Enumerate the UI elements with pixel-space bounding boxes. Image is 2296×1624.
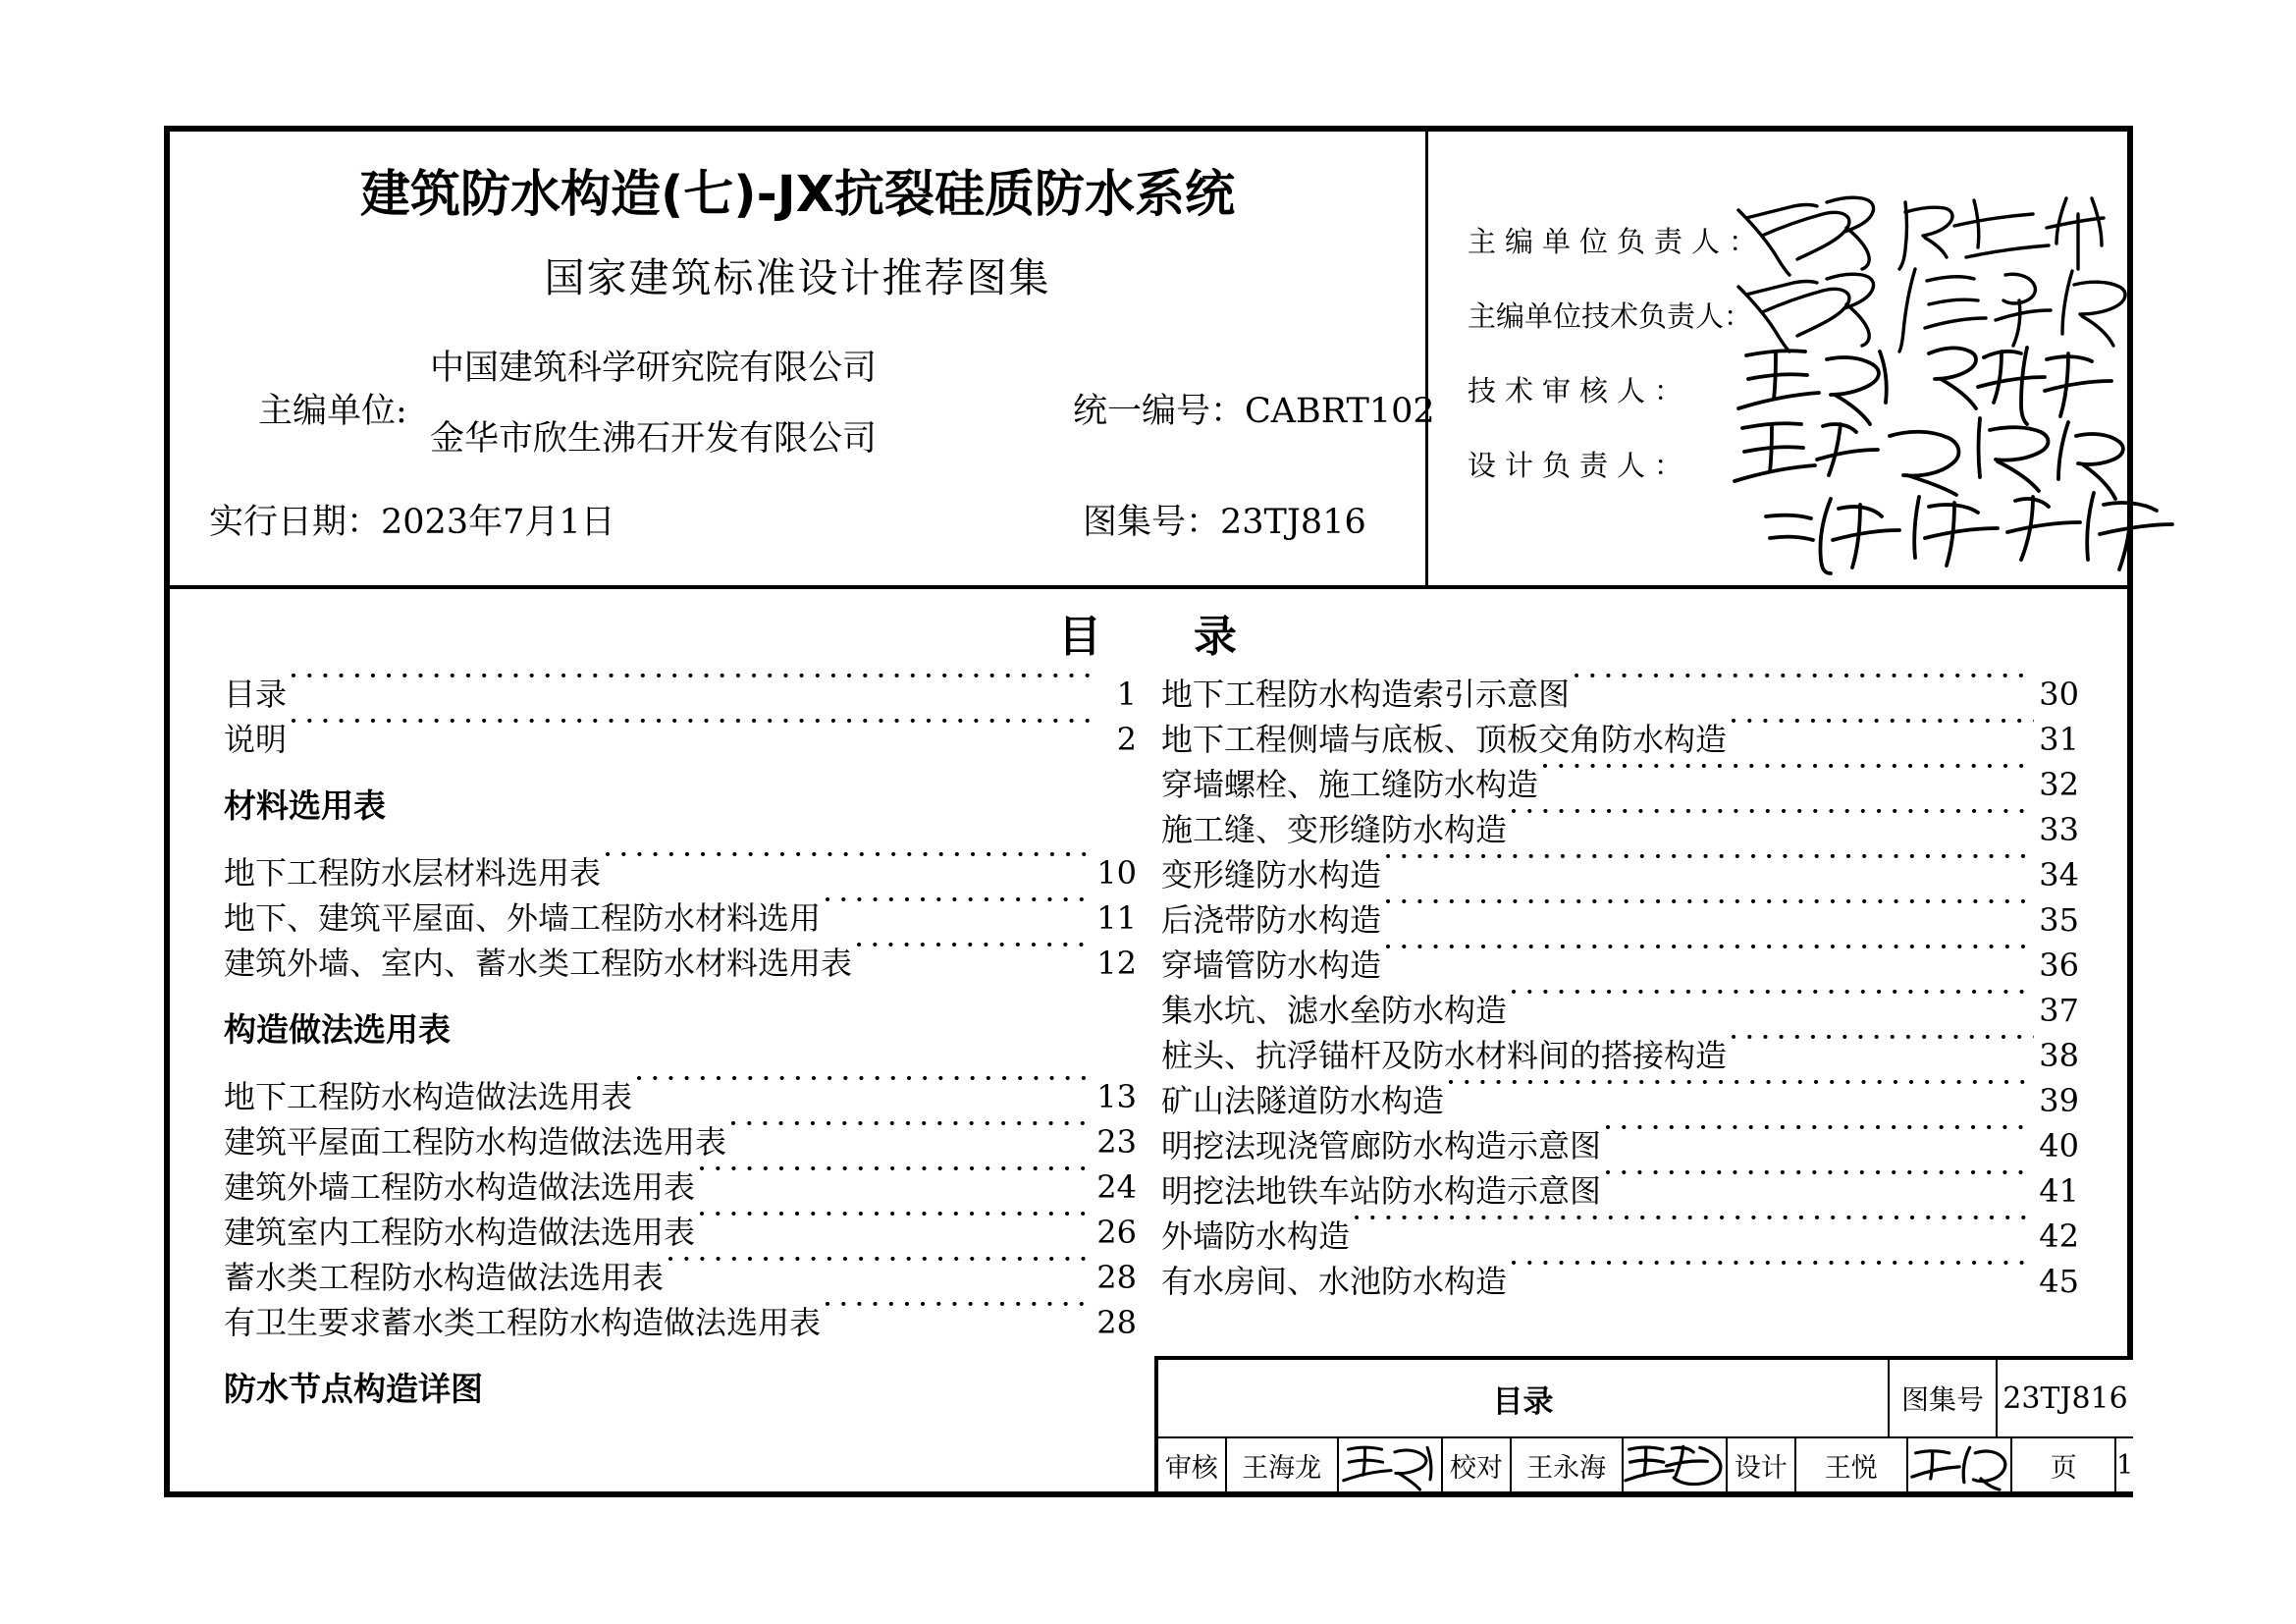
toc-dot-leader (1383, 899, 2034, 931)
toc-entry-page: 24 (1096, 1168, 1137, 1206)
toc-entry[interactable] (224, 941, 1137, 986)
toc-entry-label: 地下工程防水构造做法选用表 (224, 1078, 633, 1115)
title-block-top-row (1158, 1360, 2133, 1438)
toc-entry-label: 目录 (224, 676, 288, 713)
toc-dot-leader (854, 943, 1095, 974)
toc-dot-leader (1603, 1125, 2034, 1157)
toc-entry-page: 32 (2039, 766, 2079, 803)
catalog-heading: 目 录 (1058, 612, 1239, 662)
title-block-drawing-name: 目录 (1158, 1360, 1890, 1436)
signature-label: 技术审核人： (1468, 374, 1692, 407)
title-header-band (170, 132, 2127, 589)
toc-dot-leader (823, 897, 1095, 929)
handwritten-signature (1339, 1438, 1441, 1491)
toc-entry[interactable] (224, 1119, 1137, 1164)
toc-entry[interactable] (224, 1074, 1137, 1119)
toc-entry-label: 后浇带防水构造 (1161, 901, 1382, 939)
toc-dot-leader (634, 1076, 1095, 1108)
toc-dot-leader (1509, 990, 2034, 1021)
toc-entry-page: 34 (2039, 856, 2079, 893)
toc-entry[interactable] (1161, 1123, 2079, 1168)
toc-dot-leader (289, 674, 1095, 705)
page-subtitle: 国家建筑标准设计推荐图集 (544, 254, 1051, 301)
handwritten-signature (1733, 334, 2145, 428)
toc-dot-leader (1383, 854, 2034, 886)
atlas-number-label: 图集号： (1083, 503, 1221, 542)
unified-number: 统一编号：CABRT102 (1073, 392, 1435, 431)
toc-dot-leader (697, 1166, 1095, 1198)
toc-entry-page: 45 (2039, 1263, 2079, 1300)
toc-entry-label: 穿墙螺栓、施工缝防水构造 (1161, 766, 1539, 803)
toc-entry-label: 建筑室内工程防水构造做法选用表 (224, 1214, 696, 1251)
title-block-bottom-row (1158, 1438, 2133, 1491)
toc-dot-leader (1603, 1170, 2034, 1202)
title-block-atlas-value: 23TJ816 (2002, 1380, 2128, 1416)
toc-entry-label: 集水坑、滤水垒防水构造 (1161, 992, 1508, 1029)
toc-entry[interactable] (1161, 672, 2079, 717)
signature-row-chief-unit-tech-head (1468, 299, 2115, 333)
toc-entry[interactable] (1161, 762, 2079, 807)
handwritten-signature (1733, 259, 2145, 353)
title-block-page-key: 页 (2012, 1438, 2116, 1491)
signature-row-design-lead (1468, 449, 2115, 482)
toc-entry-page: 10 (1096, 854, 1137, 892)
toc-entry-label: 矿山法隧道防水构造 (1161, 1082, 1445, 1119)
toc-column-right (1161, 672, 2079, 1304)
toc-entry-page: 31 (2039, 721, 2079, 758)
toc-entry[interactable] (1161, 1214, 2079, 1259)
toc-entry[interactable] (224, 1255, 1137, 1300)
toc-dot-leader (823, 1302, 1095, 1333)
toc-entry-page: 13 (1096, 1078, 1137, 1115)
toc-entry[interactable] (1161, 1259, 2079, 1304)
title-block-check-name: 王永海 (1512, 1438, 1624, 1491)
toc-entry-page: 23 (1096, 1123, 1137, 1161)
title-block-check-role: 校对 (1443, 1438, 1512, 1491)
toc-dot-leader (1383, 945, 2034, 976)
handwritten-signature (1733, 185, 2145, 279)
toc-entry-label: 蓄水类工程防水构造做法选用表 (224, 1259, 665, 1296)
toc-entry[interactable] (224, 672, 1137, 717)
toc-spacer (224, 1345, 1137, 1367)
toc-entry-label: 变形缝防水构造 (1161, 856, 1382, 893)
signature-row-extra (1468, 542, 2115, 543)
toc-dot-leader (666, 1257, 1095, 1288)
toc-entry[interactable] (1161, 1033, 2079, 1078)
toc-entry-page: 38 (2039, 1037, 2079, 1074)
toc-dot-leader (1729, 1035, 2034, 1066)
toc-entry[interactable] (224, 1210, 1137, 1255)
signature-label: 设计负责人： (1468, 449, 1692, 482)
drawing-sheet (164, 126, 2133, 1497)
toc-entry-page: 12 (1096, 945, 1137, 982)
toc-dot-leader (1509, 809, 2034, 840)
toc-dot-leader (289, 719, 1095, 750)
toc-dot-leader (1446, 1080, 2034, 1111)
toc-entry[interactable] (1161, 897, 2079, 943)
toc-entry[interactable] (1161, 852, 2079, 897)
chief-unit-label: 主编单位: (258, 392, 407, 431)
toc-entry-page: 42 (2039, 1218, 2079, 1255)
atlas-number-value: 23TJ816 (1220, 503, 1366, 542)
toc-entry[interactable] (1161, 1078, 2079, 1123)
toc-entry-page: 41 (2039, 1172, 2079, 1210)
toc-entry-label: 建筑外墙工程防水构造做法选用表 (224, 1168, 696, 1206)
handwritten-signature (1624, 1438, 1726, 1491)
toc-entry-label: 地下工程防水构造索引示意图 (1161, 676, 1571, 713)
signature-label: 主编单位技术负责人： (1468, 299, 1753, 333)
toc-entry-label: 有水房间、水池防水构造 (1161, 1263, 1508, 1300)
toc-dot-leader (1509, 1261, 2034, 1292)
chief-unit-row (209, 333, 1435, 475)
toc-entry-label: 穿墙管防水构造 (1161, 947, 1382, 984)
toc-entry[interactable] (1161, 988, 2079, 1033)
toc-entry[interactable] (224, 850, 1137, 895)
toc-entry-label: 说明 (224, 721, 288, 758)
toc-entry[interactable] (1161, 717, 2079, 762)
toc-entry-page: 2 (1116, 721, 1137, 758)
toc-entry[interactable] (1161, 807, 2079, 852)
toc-entry[interactable] (224, 1164, 1137, 1210)
toc-entry-label: 施工缝、变形缝防水构造 (1161, 811, 1508, 848)
toc-dot-leader (1572, 674, 2034, 705)
toc-entry-page: 30 (2039, 676, 2079, 713)
toc-entry-page: 28 (1096, 1304, 1137, 1341)
chief-unit-list (430, 333, 1058, 474)
handwritten-signature (1733, 408, 2145, 503)
title-block-atlas-key: 图集号 (1890, 1360, 1998, 1436)
effective-date-label: 实行日期： (209, 503, 382, 542)
title-block-check-signature (1624, 1438, 1728, 1491)
toc-entry-page: 35 (2039, 901, 2079, 939)
toc-spacer (224, 829, 1137, 850)
toc-section-heading: 材料选用表 (224, 786, 386, 825)
toc-entry[interactable] (224, 895, 1137, 941)
handwritten-signature (1762, 483, 2174, 577)
toc-entry[interactable] (1161, 1168, 2079, 1214)
toc-spacer (224, 762, 1137, 784)
chief-unit-item: 中国建筑科学研究院有限公司 (430, 349, 878, 388)
toc-entry-label: 地下、建筑平屋面、外墙工程防水材料选用 (224, 899, 822, 937)
toc-entry-page: 1 (1116, 676, 1137, 713)
signature-label: 主编单位负责人： (1468, 225, 1767, 258)
toc-dot-leader (1540, 764, 2034, 795)
toc-section-heading: 防水节点构造详图 (224, 1370, 483, 1408)
toc-dot-leader (728, 1121, 1095, 1153)
title-block-review-role: 审核 (1158, 1438, 1227, 1491)
toc-entry-label: 有卫生要求蓄水类工程防水构造做法选用表 (224, 1304, 822, 1341)
toc-entry-page: 36 (2039, 947, 2079, 984)
toc-entry-page: 40 (2039, 1127, 2079, 1164)
toc-entry-label: 建筑平屋面工程防水构造做法选用表 (224, 1123, 727, 1161)
handwritten-signature (1908, 1438, 2010, 1491)
toc-entry[interactable] (224, 1300, 1137, 1345)
title-block-page-value: 1 (2116, 1449, 2133, 1481)
toc-spacer (224, 986, 1137, 1007)
effective-date-value: 2023年7月1日 (381, 503, 615, 542)
title-block-design-name: 王悦 (1796, 1438, 1908, 1491)
toc-dot-leader (1352, 1216, 2034, 1247)
toc-entry-label: 地下工程防水层材料选用表 (224, 854, 602, 892)
effective-date (209, 495, 615, 544)
toc-dot-leader (1729, 719, 2034, 750)
toc-entry-label: 明挖法地铁车站防水构造示意图 (1161, 1172, 1602, 1210)
toc-entry-label: 外墙防水构造 (1161, 1218, 1351, 1255)
toc-entry-page: 11 (1096, 899, 1137, 937)
page-title: 建筑防水构造(七)-JX抗裂硅质防水系统 (359, 166, 1236, 224)
toc-entry[interactable] (1161, 943, 2079, 988)
toc-section-heading: 构造做法选用表 (224, 1010, 451, 1049)
toc-entry-page: 33 (2039, 811, 2079, 848)
toc-entry-page: 28 (1096, 1259, 1137, 1296)
title-block-review-signature (1339, 1438, 1443, 1491)
toc-spacer (224, 1053, 1137, 1074)
chief-unit-item: 金华市欣生沸石开发有限公司 (430, 419, 878, 459)
toc-entry-label: 地下工程侧墙与底板、顶板交角防水构造 (1161, 721, 1728, 758)
toc-dot-leader (603, 852, 1095, 884)
toc-entry-page: 39 (2039, 1082, 2079, 1119)
toc-entry-label: 建筑外墙、室内、蓄水类工程防水材料选用表 (224, 945, 853, 982)
signature-row-tech-reviewer (1468, 374, 2115, 407)
title-block-design-signature (1908, 1438, 2012, 1491)
toc-entry-label: 桩头、抗浮锚杆及防水材料间的搭接构造 (1161, 1037, 1728, 1074)
toc-entry[interactable] (224, 717, 1137, 762)
atlas-number (1083, 495, 1366, 544)
toc-dot-leader (697, 1212, 1095, 1243)
header-left-panel (170, 132, 1435, 585)
title-block (1154, 1356, 2133, 1491)
toc-column-left (224, 672, 1137, 1412)
toc-entry-page: 37 (2039, 992, 2079, 1029)
signature-panel (1428, 132, 2127, 585)
toc-entry-page: 26 (1096, 1214, 1137, 1251)
title-block-design-role: 设计 (1728, 1438, 1796, 1491)
toc-entry-label: 明挖法现浇管廊防水构造示意图 (1161, 1127, 1602, 1164)
title-block-review-name: 王海龙 (1227, 1438, 1339, 1491)
